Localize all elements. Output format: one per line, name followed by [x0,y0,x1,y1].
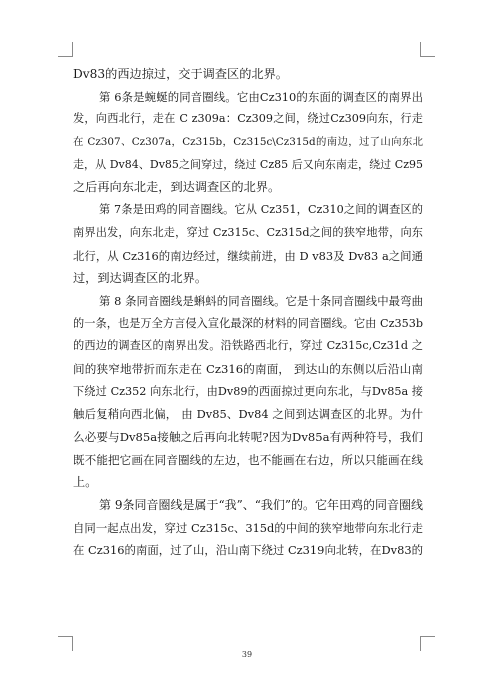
crop-mark-bottom-left [58,636,73,651]
document-body [73,63,423,562]
text-line: 北行，从 Cz316的南边经过，继续前进，由 D v83及 Dv83 a之间通 [73,248,423,263]
crop-mark-top-right [420,42,435,57]
text-line: 第 9条同音圈线是属于“我”、“我们”的。它年田鸡的同音圈线 [99,498,423,513]
text-line: 之后再向东北走，到达调查区的北界。 [73,180,281,195]
text-line: 第 8 条同音圈线是蝌蚪的同音圈线。它是十条同音圈线中最弯曲 [99,293,423,308]
text-line: 在 Cz316的南面，过了山，沿山南下绕过 Cz319向北转，在Dv83的 [73,543,423,558]
text-line: 的一条，也是万全方言侵入宣化最深的材料的同音圈线。它由 Cz353b [73,316,423,330]
text-line: 第 6条是蜿蜒的同音圈线。它由Cz310的东面的调查区的南界出 [99,89,423,104]
crop-mark-top-left [58,42,73,57]
text-line: 触后复稍向西北偏， 由 Dv85、Dv84 之间到达调查区的北界。为什 [73,407,423,422]
text-line: 在 Cz307、Cz307a，Cz315b，Cz315c\Cz315d的南边，过了山向东北 [73,136,423,149]
text-line: 走，从 Dv84、Dv85之间穿过，绕过 Cz85 后又向东南走，绕过 Cz95 [73,157,423,171]
text-line: Dv83的西边掠过，交于调查区的北界。 [73,67,288,81]
text-line: 间的狭窄地带折而东走在 Cz316的南面， 到达山的东侧以后沿山南 [73,361,423,376]
text-line: 的西边的调查区的南界出发。沿铁路西北行，穿过 Cz315c,Cz31d 之 [73,339,423,353]
text-line: 南界出发，向东北走，穿过 Cz315c、Cz315d之间的狭窄地带，向东 [73,225,423,239]
text-line: 么必要与Dv85a接触之后再向北转呢?因为Dv85a有两种符号，我们 [73,430,423,444]
text-line: 自同一起点出发，穿过 Cz315c、315d的中间的狭窄地带向东北行走 [73,520,423,535]
text-line: 发，向西北行，走在 C z309a：Cz309之间，绕过Cz309向东，行走 [73,112,423,126]
text-line: 下绕过 Cz352 向东北行，由Dv89的西面掠过更向东北，与Dv85a 接 [73,384,423,398]
crop-mark-bottom-right [420,636,435,651]
text-line: 第 7条是田鸡的同音圈线。它从 Cz351，Cz310之间的调查区的 [99,203,423,217]
text-line: 既不能把它画在同音圈线的左边，也不能画在右边，所以只能画在线 [73,452,423,467]
page-number: 39 [241,650,253,659]
text-line: 过，到达调查区的北界。 [73,271,208,286]
text-line: 上。 [73,475,98,490]
